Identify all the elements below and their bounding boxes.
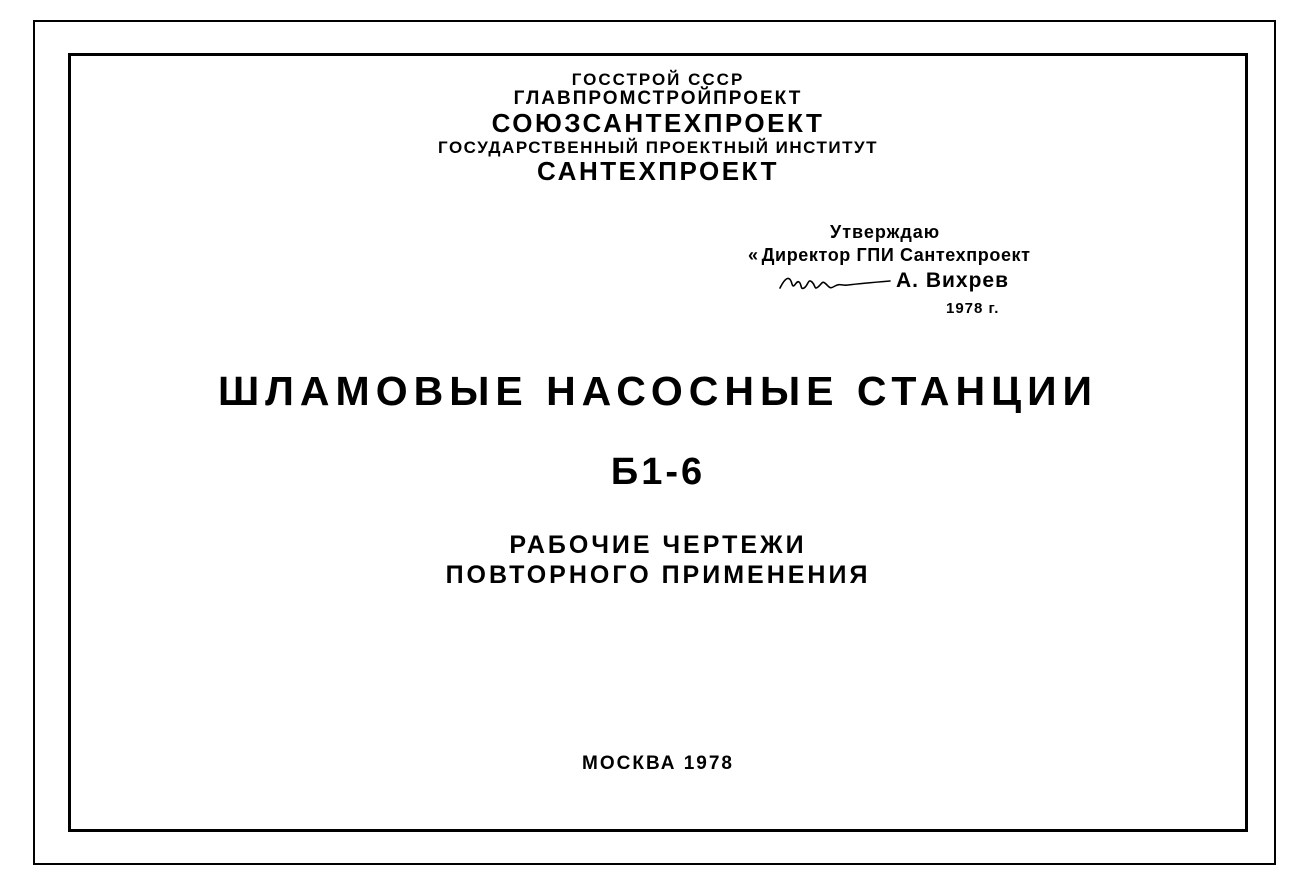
approval-year: 1978 г. [946,300,1000,317]
organization-header [68,71,1248,185]
approval-name: А. Вихрев [896,269,1010,292]
approval-role [748,244,1168,267]
subtitle-line-1: РАБОЧИЕ ЧЕРТЕЖИ [509,531,807,559]
footer-place-year: МОСКВА 1978 [582,753,734,774]
title-page-content [68,53,1248,832]
series-code: Б1-6 [610,451,706,493]
subtitle-block [68,531,1248,590]
approval-label: Утверждаю [830,222,941,242]
organization-line-4: ГОСУДАРСТВЕННЫЙ ПРОЕКТНЫЙ ИНСТИТУТ [438,138,878,158]
organization-line-5: САНТЕХПРОЕКТ [537,155,779,186]
organization-line-2: ГЛАВПРОМСТРОЙПРОЕКТ [513,87,803,109]
approval-signature-mark: « [748,244,759,265]
approval-block [748,221,1168,319]
organization-line-1: ГОССТРОЙ СССР [571,70,745,89]
subtitle-line-2: ПОВТОРНОГО ПРИМЕНЕНИЯ [445,560,871,589]
page-title: ШЛАМОВЫЕ НАСОСНЫЕ СТАНЦИИ [217,368,1099,414]
organization-line-3: СОЮЗСАНТЕХПРОЕКТ [491,107,825,138]
handwritten-signature-icon [778,270,898,296]
approval-signature-row [748,268,1168,300]
approval-role-text: Директор ГПИ Сантехпроект [761,244,1031,265]
